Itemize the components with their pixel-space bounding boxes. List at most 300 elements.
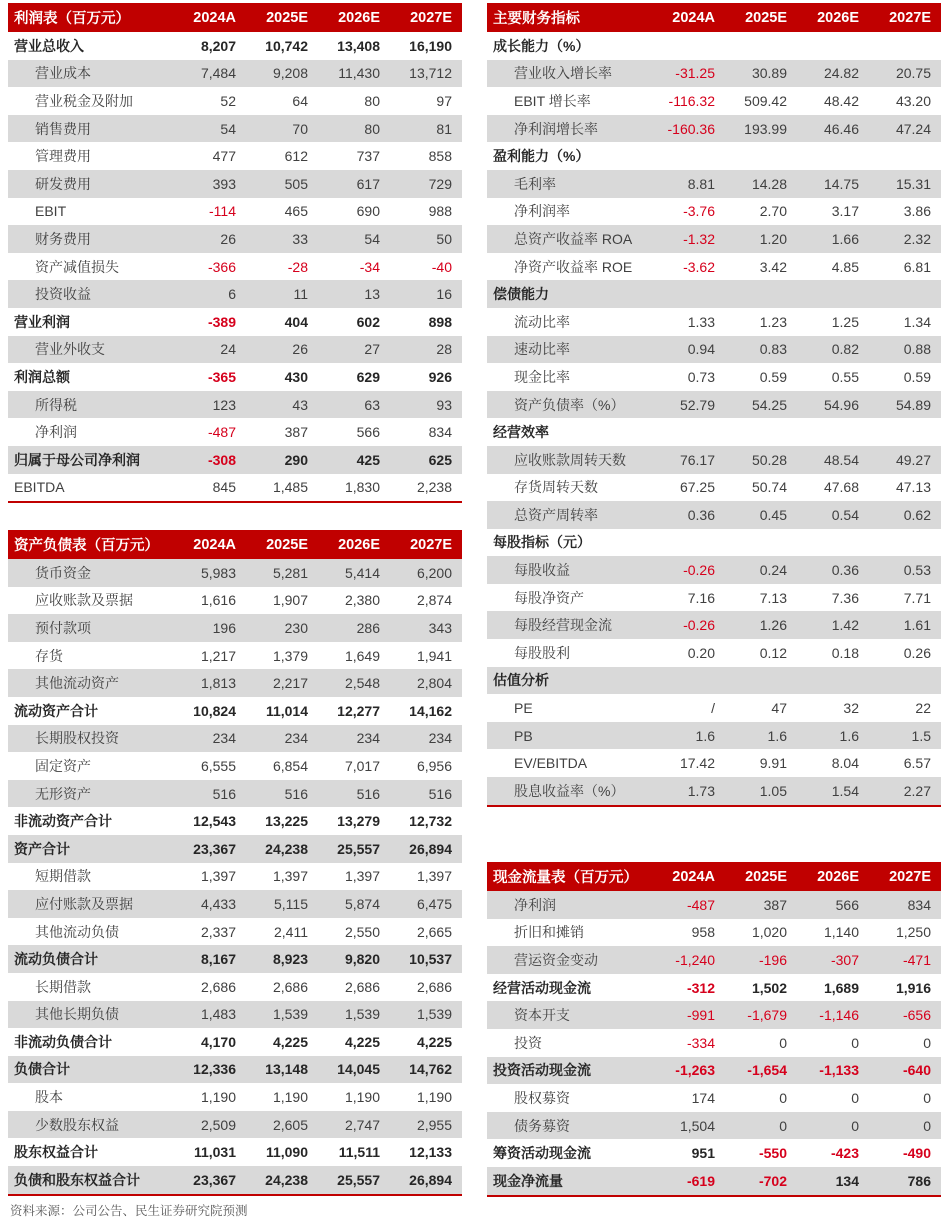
cell-value: 0.82 — [831, 341, 859, 358]
cell-value: -991 — [686, 1007, 715, 1024]
cell-value: 6.57 — [903, 755, 931, 772]
cell-value: 3.17 — [831, 203, 859, 220]
cell-value: 234 — [428, 730, 452, 747]
table-row — [487, 919, 941, 947]
cell-value: 0.26 — [903, 644, 931, 661]
cell-value: 14,762 — [409, 1061, 452, 1078]
cell-value: 0 — [779, 1117, 787, 1134]
table-row — [8, 170, 462, 198]
row-label: 债务募资 — [514, 1117, 570, 1134]
column-header: 2027E — [410, 536, 452, 553]
row-label: 其他流动资产 — [35, 675, 119, 692]
row-label: 资产减值损失 — [35, 258, 119, 275]
cell-value: 1.34 — [903, 313, 931, 330]
table-row — [487, 611, 941, 639]
cell-value: 28 — [436, 341, 452, 358]
cell-value: 1.6 — [695, 727, 715, 744]
balance-sheet-table — [8, 530, 462, 1196]
table-row — [8, 87, 462, 115]
row-label: 销售费用 — [35, 120, 91, 137]
cell-value: 1,813 — [200, 675, 236, 692]
cell-value: 0.36 — [687, 506, 715, 523]
table-row — [8, 780, 462, 808]
row-label: 资产合计 — [14, 840, 70, 857]
cell-value: 1,616 — [200, 592, 236, 609]
cell-value: 629 — [356, 368, 380, 385]
cell-value: 8,167 — [200, 951, 236, 968]
cell-value: -619 — [686, 1172, 715, 1189]
cell-value: 7,484 — [200, 65, 236, 82]
cell-value: 477 — [212, 148, 236, 165]
cell-value: 33 — [292, 230, 308, 247]
cell-value: 1,485 — [272, 479, 308, 496]
cell-value: -196 — [758, 951, 787, 968]
cell-value: 1,379 — [272, 647, 308, 664]
row-label: 归属于母公司净利润 — [14, 451, 140, 468]
row-label: 固定资产 — [35, 757, 91, 774]
cell-value: 13,225 — [265, 813, 308, 830]
cell-value: 6,956 — [416, 757, 452, 774]
cell-value: 516 — [428, 785, 452, 802]
cell-value: 11,014 — [265, 702, 308, 719]
cell-value: 286 — [356, 619, 380, 636]
row-label: 股权募资 — [514, 1089, 570, 1106]
cell-value: 8,923 — [272, 951, 308, 968]
table-row — [8, 363, 462, 391]
cell-value: 786 — [907, 1172, 931, 1189]
table-row — [487, 722, 941, 750]
table-title: 资产负债表（百万元） — [14, 538, 159, 554]
cell-value: 0 — [923, 1089, 931, 1106]
cell-value: 1,539 — [416, 1006, 452, 1023]
cell-value: 9,208 — [272, 65, 308, 82]
cell-value: 858 — [428, 148, 452, 165]
cell-value: -1,146 — [819, 1007, 859, 1024]
cell-value: -0.26 — [683, 617, 715, 634]
table-row — [487, 115, 941, 143]
table-row — [487, 501, 941, 529]
cell-value: 1,397 — [416, 868, 452, 885]
cell-value: 0.36 — [831, 562, 859, 579]
cell-value: 46.46 — [823, 120, 859, 137]
cell-value: 14.75 — [823, 175, 859, 192]
table-row — [487, 336, 941, 364]
cell-value: 9.91 — [759, 755, 787, 772]
row-label: 存货周转天数 — [514, 479, 598, 496]
cell-value: 43 — [292, 396, 308, 413]
cell-value: 9,820 — [344, 951, 380, 968]
cell-value: 5,983 — [200, 564, 236, 581]
cell-value: 1,539 — [272, 1006, 308, 1023]
row-label: 营业外收支 — [35, 341, 105, 358]
cell-value: 8,207 — [200, 37, 236, 54]
cell-value: 2.70 — [759, 203, 787, 220]
cell-value: 2,665 — [416, 923, 452, 940]
cell-value: 30.89 — [751, 65, 787, 82]
cell-value: 80 — [364, 92, 380, 109]
cell-value: 22 — [915, 700, 931, 717]
row-label: 投资 — [514, 1034, 542, 1051]
table-row — [8, 391, 462, 419]
table-row — [8, 142, 462, 170]
cell-value: 25,557 — [337, 1171, 380, 1188]
row-label: EBIT — [35, 203, 67, 220]
cell-value: 387 — [284, 424, 308, 441]
cell-value: 1.5 — [911, 727, 931, 744]
cell-value: 1.33 — [687, 313, 715, 330]
cell-value: 0.62 — [903, 506, 931, 523]
cell-value: -1,263 — [675, 1062, 715, 1079]
row-label: 营业总收入 — [14, 37, 84, 54]
table-row — [487, 142, 941, 170]
table-row — [8, 32, 462, 60]
cell-value: 54 — [220, 120, 236, 137]
cell-value: 93 — [436, 396, 452, 413]
row-label: 每股指标（元） — [493, 534, 591, 551]
table-row — [487, 891, 941, 919]
cell-value: 1,483 — [200, 1006, 236, 1023]
cell-value: 1,217 — [200, 647, 236, 664]
cell-value: 193.99 — [744, 120, 787, 137]
table-row — [487, 280, 941, 308]
cell-value: 49.27 — [895, 451, 931, 468]
cell-value: 4,225 — [416, 1033, 452, 1050]
table-row — [487, 225, 941, 253]
cell-value: -423 — [830, 1145, 859, 1162]
cell-value: 5,115 — [274, 895, 308, 912]
row-label: 其他流动负债 — [35, 923, 119, 940]
cell-value: 63 — [364, 396, 380, 413]
cell-value: 1,539 — [344, 1006, 380, 1023]
cell-value: 1.05 — [759, 782, 787, 799]
table-row — [8, 418, 462, 446]
cell-value: 23,367 — [193, 840, 236, 857]
row-label: 折旧和摊销 — [514, 924, 584, 941]
cell-value: 290 — [284, 451, 308, 468]
cell-value: 0.59 — [759, 368, 787, 385]
cell-value: 1.42 — [831, 617, 859, 634]
table-row — [8, 807, 462, 835]
row-label: 股本 — [35, 1089, 63, 1106]
cell-value: 0 — [779, 1089, 787, 1106]
cell-value: 5,874 — [344, 895, 380, 912]
table-row — [487, 639, 941, 667]
cell-value: 54 — [364, 230, 380, 247]
cell-value: 123 — [212, 396, 236, 413]
cell-value: 505 — [284, 175, 308, 192]
cell-value: 1.61 — [903, 617, 931, 634]
table-row — [8, 614, 462, 642]
column-header: 2027E — [889, 9, 931, 26]
table-row — [487, 1084, 941, 1112]
cell-value: 2,380 — [344, 592, 380, 609]
cell-value: 230 — [284, 619, 308, 636]
table-row — [487, 1029, 941, 1057]
column-header: 2026E — [817, 9, 859, 26]
table-row — [487, 1167, 941, 1195]
cell-value: 4.85 — [831, 258, 859, 275]
cell-value: 516 — [284, 785, 308, 802]
cell-value: 465 — [284, 203, 308, 220]
cell-value: 47.24 — [895, 120, 931, 137]
cell-value: -490 — [902, 1145, 931, 1162]
cash-flow-statement-table — [487, 862, 941, 1197]
table-row — [487, 694, 941, 722]
cell-value: 4,170 — [200, 1033, 236, 1050]
cell-value: 32 — [843, 700, 859, 717]
table-title: 现金流量表（百万元） — [493, 870, 638, 886]
cell-value: 13,148 — [265, 1061, 308, 1078]
cell-value: -3.62 — [683, 258, 715, 275]
table-row — [8, 446, 462, 474]
table-row — [487, 198, 941, 226]
row-label: 应收账款周转天数 — [514, 451, 626, 468]
table-row — [487, 87, 941, 115]
cell-value: 196 — [212, 619, 236, 636]
cell-value: 1,397 — [200, 868, 236, 885]
cell-value: 2,550 — [344, 923, 380, 940]
cell-value: 1.6 — [839, 727, 859, 744]
row-label: 现金净流量 — [493, 1172, 563, 1189]
cell-value: -308 — [207, 451, 236, 468]
row-label: 营业税金及附加 — [35, 92, 133, 109]
cell-value: -487 — [207, 424, 236, 441]
row-label: 资产负债率（%） — [514, 396, 625, 413]
cell-value: 12,732 — [409, 813, 452, 830]
cell-value: 26 — [220, 230, 236, 247]
row-label: 应付账款及票据 — [35, 895, 133, 912]
table-row — [8, 225, 462, 253]
cell-value: 174 — [691, 1089, 715, 1106]
cell-value: 0.94 — [687, 341, 715, 358]
cell-value: 97 — [436, 92, 452, 109]
row-label: 净资产收益率 ROE — [514, 258, 633, 275]
cell-value: 404 — [284, 313, 308, 330]
cell-value: 52 — [220, 92, 236, 109]
cell-value: -1,654 — [747, 1062, 787, 1079]
cell-value: 387 — [763, 896, 787, 913]
cell-value: 47.68 — [823, 479, 859, 496]
row-label: PB — [514, 727, 533, 744]
cell-value: -471 — [902, 951, 931, 968]
cell-value: 393 — [212, 175, 236, 192]
table-row — [8, 863, 462, 891]
row-label: 利润总额 — [14, 368, 70, 385]
cell-value: 16 — [436, 286, 452, 303]
cell-value: 1,020 — [751, 924, 787, 941]
cell-value: -656 — [902, 1007, 931, 1024]
table-row — [8, 1028, 462, 1056]
cell-value: 1,916 — [895, 979, 931, 996]
cell-value: 1.73 — [687, 782, 715, 799]
row-label: 货币资金 — [35, 564, 91, 581]
row-label: PE — [514, 700, 533, 717]
cell-value: 2,509 — [200, 1116, 236, 1133]
cell-value: 234 — [284, 730, 308, 747]
cell-value: 0.12 — [759, 644, 787, 661]
cell-value: 6,854 — [272, 757, 308, 774]
table-row — [487, 308, 941, 336]
row-label: 总资产收益率 ROA — [514, 230, 633, 247]
row-label: 现金比率 — [514, 368, 570, 385]
row-label: 经营活动现金流 — [493, 979, 591, 996]
cell-value: 26,894 — [409, 1171, 452, 1188]
cell-value: 2,747 — [344, 1116, 380, 1133]
row-label: 股息收益率（%） — [514, 782, 625, 799]
cell-value: 690 — [356, 203, 380, 220]
table-row — [8, 1056, 462, 1084]
cell-value: -487 — [686, 896, 715, 913]
cell-value: 2.27 — [903, 782, 931, 799]
cell-value: 50 — [436, 230, 452, 247]
cell-value: -116.32 — [668, 92, 715, 109]
row-label: 营业利润 — [14, 313, 70, 330]
cell-value: 2.32 — [903, 230, 931, 247]
table-row — [8, 918, 462, 946]
cell-value: -40 — [431, 258, 452, 275]
row-label: 每股收益 — [514, 562, 570, 579]
key-financial-indicators-table — [487, 3, 941, 807]
row-label: 净利润 — [514, 896, 556, 913]
cell-value: -3.76 — [683, 203, 715, 220]
cell-value: 1.26 — [759, 617, 787, 634]
cell-value: 737 — [356, 148, 380, 165]
cell-value: 0.45 — [759, 506, 787, 523]
row-label: 筹资活动现金流 — [493, 1145, 591, 1162]
row-label: 其他长期负债 — [35, 1006, 119, 1023]
cell-value: 11,511 — [338, 1144, 380, 1161]
cell-value: 1.6 — [767, 727, 787, 744]
table-row — [8, 474, 462, 502]
row-label: 盈利能力（%） — [493, 148, 590, 165]
cell-value: 1,190 — [416, 1089, 452, 1106]
cell-value: 8.04 — [831, 755, 859, 772]
cell-value: 24.82 — [823, 65, 859, 82]
row-label: 财务费用 — [35, 230, 91, 247]
cell-value: 4,225 — [272, 1033, 308, 1050]
cell-value: 1.66 — [831, 230, 859, 247]
row-label: 研发费用 — [35, 175, 91, 192]
table-row — [8, 890, 462, 918]
cell-value: 5,414 — [344, 564, 380, 581]
cell-value: -366 — [207, 258, 236, 275]
row-label: 非流动负债合计 — [14, 1033, 112, 1050]
table-row — [8, 336, 462, 364]
cell-value: 834 — [428, 424, 452, 441]
income-statement-table — [8, 3, 462, 503]
cell-value: 958 — [691, 924, 715, 941]
table-row — [487, 777, 941, 805]
table-row — [8, 253, 462, 281]
row-label: 毛利率 — [514, 175, 556, 192]
cell-value: 2,238 — [416, 479, 452, 496]
cell-value: 24,238 — [265, 1171, 308, 1188]
cell-value: 0 — [923, 1034, 931, 1051]
table-title: 利润表（百万元） — [14, 11, 130, 27]
table-row — [487, 584, 941, 612]
row-label: 无形资产 — [35, 785, 91, 802]
cell-value: 1,830 — [344, 479, 380, 496]
cell-value: 602 — [356, 313, 380, 330]
table-row — [8, 559, 462, 587]
table-row — [487, 60, 941, 88]
table-row — [487, 253, 941, 281]
row-label: 成长能力（%） — [493, 37, 590, 54]
table-row — [487, 1139, 941, 1167]
cell-value: -312 — [686, 979, 715, 996]
cell-value: 2,686 — [344, 978, 380, 995]
cell-value: 13,279 — [337, 813, 380, 830]
table-row — [8, 752, 462, 780]
cell-value: 0 — [851, 1089, 859, 1106]
cell-value: 2,411 — [274, 923, 308, 940]
cell-value: 24,238 — [265, 840, 308, 857]
cell-value: 7,017 — [344, 757, 380, 774]
cell-value: -1,240 — [675, 951, 715, 968]
column-header: 2025E — [745, 868, 787, 885]
row-label: 每股净资产 — [514, 589, 584, 606]
table-row — [8, 697, 462, 725]
row-label: 负债合计 — [14, 1061, 70, 1078]
cell-value: 13,712 — [409, 65, 452, 82]
cell-value: 1.54 — [831, 782, 859, 799]
row-label: 净利润增长率 — [514, 120, 598, 137]
cell-value: 2,605 — [272, 1116, 308, 1133]
row-label: 流动负债合计 — [14, 951, 98, 968]
cell-value: -702 — [758, 1172, 787, 1189]
cell-value: 4,433 — [200, 895, 236, 912]
table-row — [8, 642, 462, 670]
column-header: 2026E — [338, 536, 380, 553]
cell-value: 1.23 — [759, 313, 787, 330]
cell-value: 0.59 — [903, 368, 931, 385]
cell-value: 2,955 — [416, 1116, 452, 1133]
row-label: EBITDA — [14, 479, 65, 496]
cell-value: -114 — [209, 203, 236, 220]
table-row — [487, 446, 941, 474]
cell-value: 516 — [356, 785, 380, 802]
cell-value: 6,555 — [200, 757, 236, 774]
cell-value: 0.73 — [687, 368, 715, 385]
cell-value: 81 — [436, 120, 452, 137]
table-row — [8, 1083, 462, 1111]
row-label: 股东权益合计 — [14, 1144, 98, 1161]
cell-value: 988 — [428, 203, 452, 220]
cell-value: -365 — [207, 368, 236, 385]
table-row — [8, 973, 462, 1001]
cell-value: 1,649 — [344, 647, 380, 664]
cell-value: 134 — [835, 1172, 859, 1189]
cell-value: 54.25 — [751, 396, 787, 413]
row-label: 投资活动现金流 — [493, 1062, 591, 1079]
cell-value: 1,502 — [751, 979, 787, 996]
cell-value: 11,031 — [193, 1144, 236, 1161]
table-row — [8, 198, 462, 226]
table-row — [487, 1001, 941, 1029]
cell-value: 7.36 — [831, 589, 859, 606]
cell-value: 43.20 — [895, 92, 931, 109]
cell-value: 1,397 — [272, 868, 308, 885]
row-label: 长期股权投资 — [35, 730, 119, 747]
cell-value: 1.20 — [759, 230, 787, 247]
row-label: 每股经营现金流 — [514, 617, 612, 634]
table-row — [487, 170, 941, 198]
cell-value: -1,133 — [819, 1062, 859, 1079]
column-header: 2027E — [410, 9, 452, 26]
column-header: 2024A — [672, 868, 715, 885]
cell-value: 0 — [851, 1034, 859, 1051]
cell-value: 2,686 — [200, 978, 236, 995]
